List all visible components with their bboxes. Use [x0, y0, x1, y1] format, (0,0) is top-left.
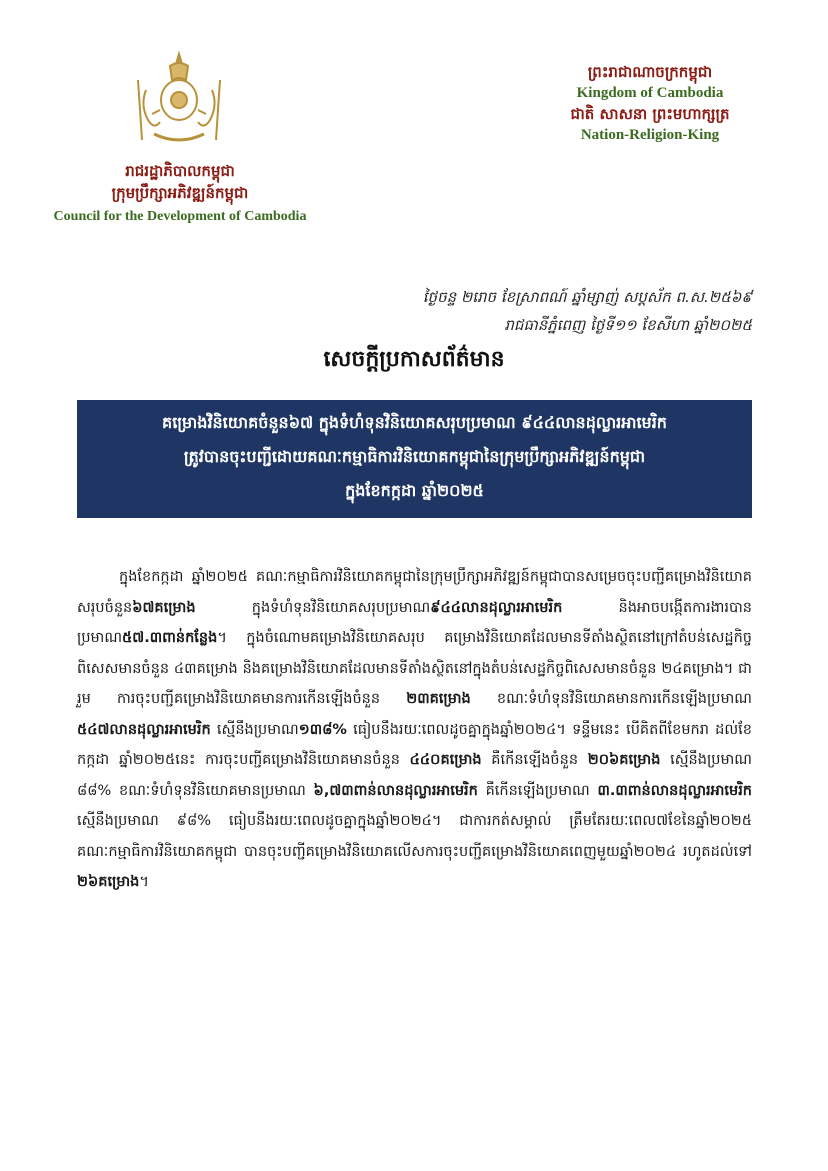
date-block — [252, 283, 752, 339]
headline-line-1: គម្រោងវិនិយោគចំនួន៦៧ ក្នុងទំហំទុនវិនិយោគសរុបប្រមាណ ៩៤៤លានដុល្លារអាមេរិក — [162, 413, 667, 432]
solar-date: រាជធានីភ្នំពេញ ថ្ងៃទី១១ ខែសីហា ឆ្នាំ២០២៥ — [504, 316, 752, 334]
council-name-khmer: ក្រុមប្រឹក្សាអភិវឌ្ឍន៍កម្ពុជា — [111, 184, 249, 202]
body-text-run: ។ — [139, 874, 149, 890]
body-text-run: គឺកើនឡើងប្រមាណ — [477, 782, 598, 799]
body-text-run: និងអាចបង្កើតការងារបានប្រមាណ — [77, 599, 752, 646]
body-text-run: ក្នុងទំហំទុនវិនិយោគសរុបប្រមាណ — [195, 599, 431, 616]
body-highlight: ៣.៣ពាន់លានដុល្លារអាមេរិក — [597, 782, 752, 799]
lunar-date: ថ្ងៃចន្ទ ២រោច ខែស្រាពណ៍ ឆ្នាំម្សាញ់ សប្តស័ក ព.ស.២៥៦៩ — [422, 288, 752, 306]
body-paragraph — [77, 562, 752, 898]
motto-khmer: ជាតិ សាសនា ព្រះមហាក្សត្រ — [570, 105, 730, 123]
body-text-run: ស្មើនឹងប្រមាណ ៨៨% ខណៈទំហំទុនវិនិយោគមានប្រមាណ — [77, 752, 752, 799]
issuer-header — [30, 160, 330, 228]
body-text-run: គឺកើនឡើងចំនួន — [481, 752, 588, 768]
body-highlight: ១៣៨% — [298, 721, 347, 738]
kingdom-header — [530, 62, 770, 146]
body-text-run: ។ ក្នុងចំណោមគម្រោងវិនិយោគសរុប គម្រោងវិនិយោគដែលមានទីតាំងស្ថិតនៅក្រៅតំបន់សេដ្ឋកិច្ចពិសេសមានចំនួន ៤៣គម្រោង និងគម្រោងវិនិយោគដែលមានទីតាំងស្ថិតនៅក្នុងតំបន់សេដ្ឋកិច្ចពិសេសមានចំនួន ២៤គម្រោង។ ជារួម ការចុះបញ្ជីគម្រោងវិនិយោគមានការកើនឡើងចំនួន — [77, 630, 752, 707]
body-highlight: ៩៤៤លានដុល្លារអាមេរិក — [430, 599, 563, 616]
body-highlight: ៦,៧៣ពាន់លានដុល្លារអាមេរិក — [313, 782, 478, 799]
council-name-english: Council for the Development of Cambodia — [53, 209, 307, 224]
royal-emblem-icon — [124, 50, 234, 150]
body-highlight: ២០៦គម្រោង — [587, 752, 661, 768]
motto-english: Nation-Religion-King — [580, 127, 720, 143]
body-highlight: ៥៤៧លានដុល្លារអាមេរិក — [77, 721, 211, 738]
headline-line-3: ក្នុងខែកក្កដា ឆ្នាំ២០២៥ — [345, 481, 484, 500]
headline-line-2: ត្រូវបានចុះបញ្ជីដោយគណៈកម្មាធិការវិនិយោគកម្ពុជានៃក្រុមប្រឹក្សាអភិវឌ្ឍន៍កម្ពុជា — [183, 447, 646, 466]
body-highlight: ២៣គម្រោង — [406, 691, 471, 707]
kingdom-name-khmer: ព្រះរាជាណាចក្រកម្ពុជា — [587, 63, 713, 81]
page-title: សេចក្តីប្រកាសព័ត៌មាន — [323, 347, 505, 372]
body-text-run: ក្នុងខែកក្កដា ឆ្នាំ២០២៥ គណៈកម្មាធិការវិនិយោគកម្ពុជានៃក្រុមប្រឹក្សាអភិវឌ្ឍន៍កម្ពុជាបានសម្រេចចុះបញ្ជីគម្រោងវិនិយោគសរុបចំនួន — [77, 569, 752, 616]
body-text-run: ស្មើនឹងប្រមាណ — [210, 721, 299, 738]
headline-banner — [77, 400, 752, 518]
body-text-run: ធៀបនឹងរយៈពេលដូចគ្នាក្នុងឆ្នាំ២០២៤។ ទន្ទឹមនេះ បើគិតពីខែមករា ដល់ខែកក្កដា ឆ្នាំ២០២៥នេះ ការចុះបញ្ជីគម្រោងវិនិយោគមានចំនួន — [77, 721, 752, 768]
body-highlight: ៤៤០គម្រោង — [409, 752, 482, 768]
body-highlight: ៦៧គម្រោង — [132, 599, 196, 616]
body-highlight: ២៦គម្រោង — [77, 874, 140, 890]
body-text-run: ខណៈទំហំទុនវិនិយោគមានការកើនឡើងប្រមាណ — [470, 691, 753, 707]
kingdom-name-english: Kingdom of Cambodia — [576, 85, 724, 101]
body-text-run: ស្មើនឹងប្រមាណ ៩៨% ធៀបនឹងរយៈពេលដូចគ្នាក្នុងឆ្នាំ២០២៤។ ជាការកត់សម្គាល់ ត្រឹមតែរយៈពេល៧ខែនៃឆ្នាំ២០២៥ គណៈកម្មាធិការវិនិយោគកម្ពុជា បានចុះបញ្ជីគម្រោងវិនិយោគលើសការចុះបញ្ជីគម្រោងវិនិយោគពេញមួយឆ្នាំ២០២៤ រហូតដល់ទៅ — [77, 813, 752, 860]
government-name: រាជរដ្ឋាភិបាលកម្ពុជា — [125, 162, 235, 180]
body-highlight: ៥៧.៣ពាន់កន្លែង — [122, 630, 218, 646]
